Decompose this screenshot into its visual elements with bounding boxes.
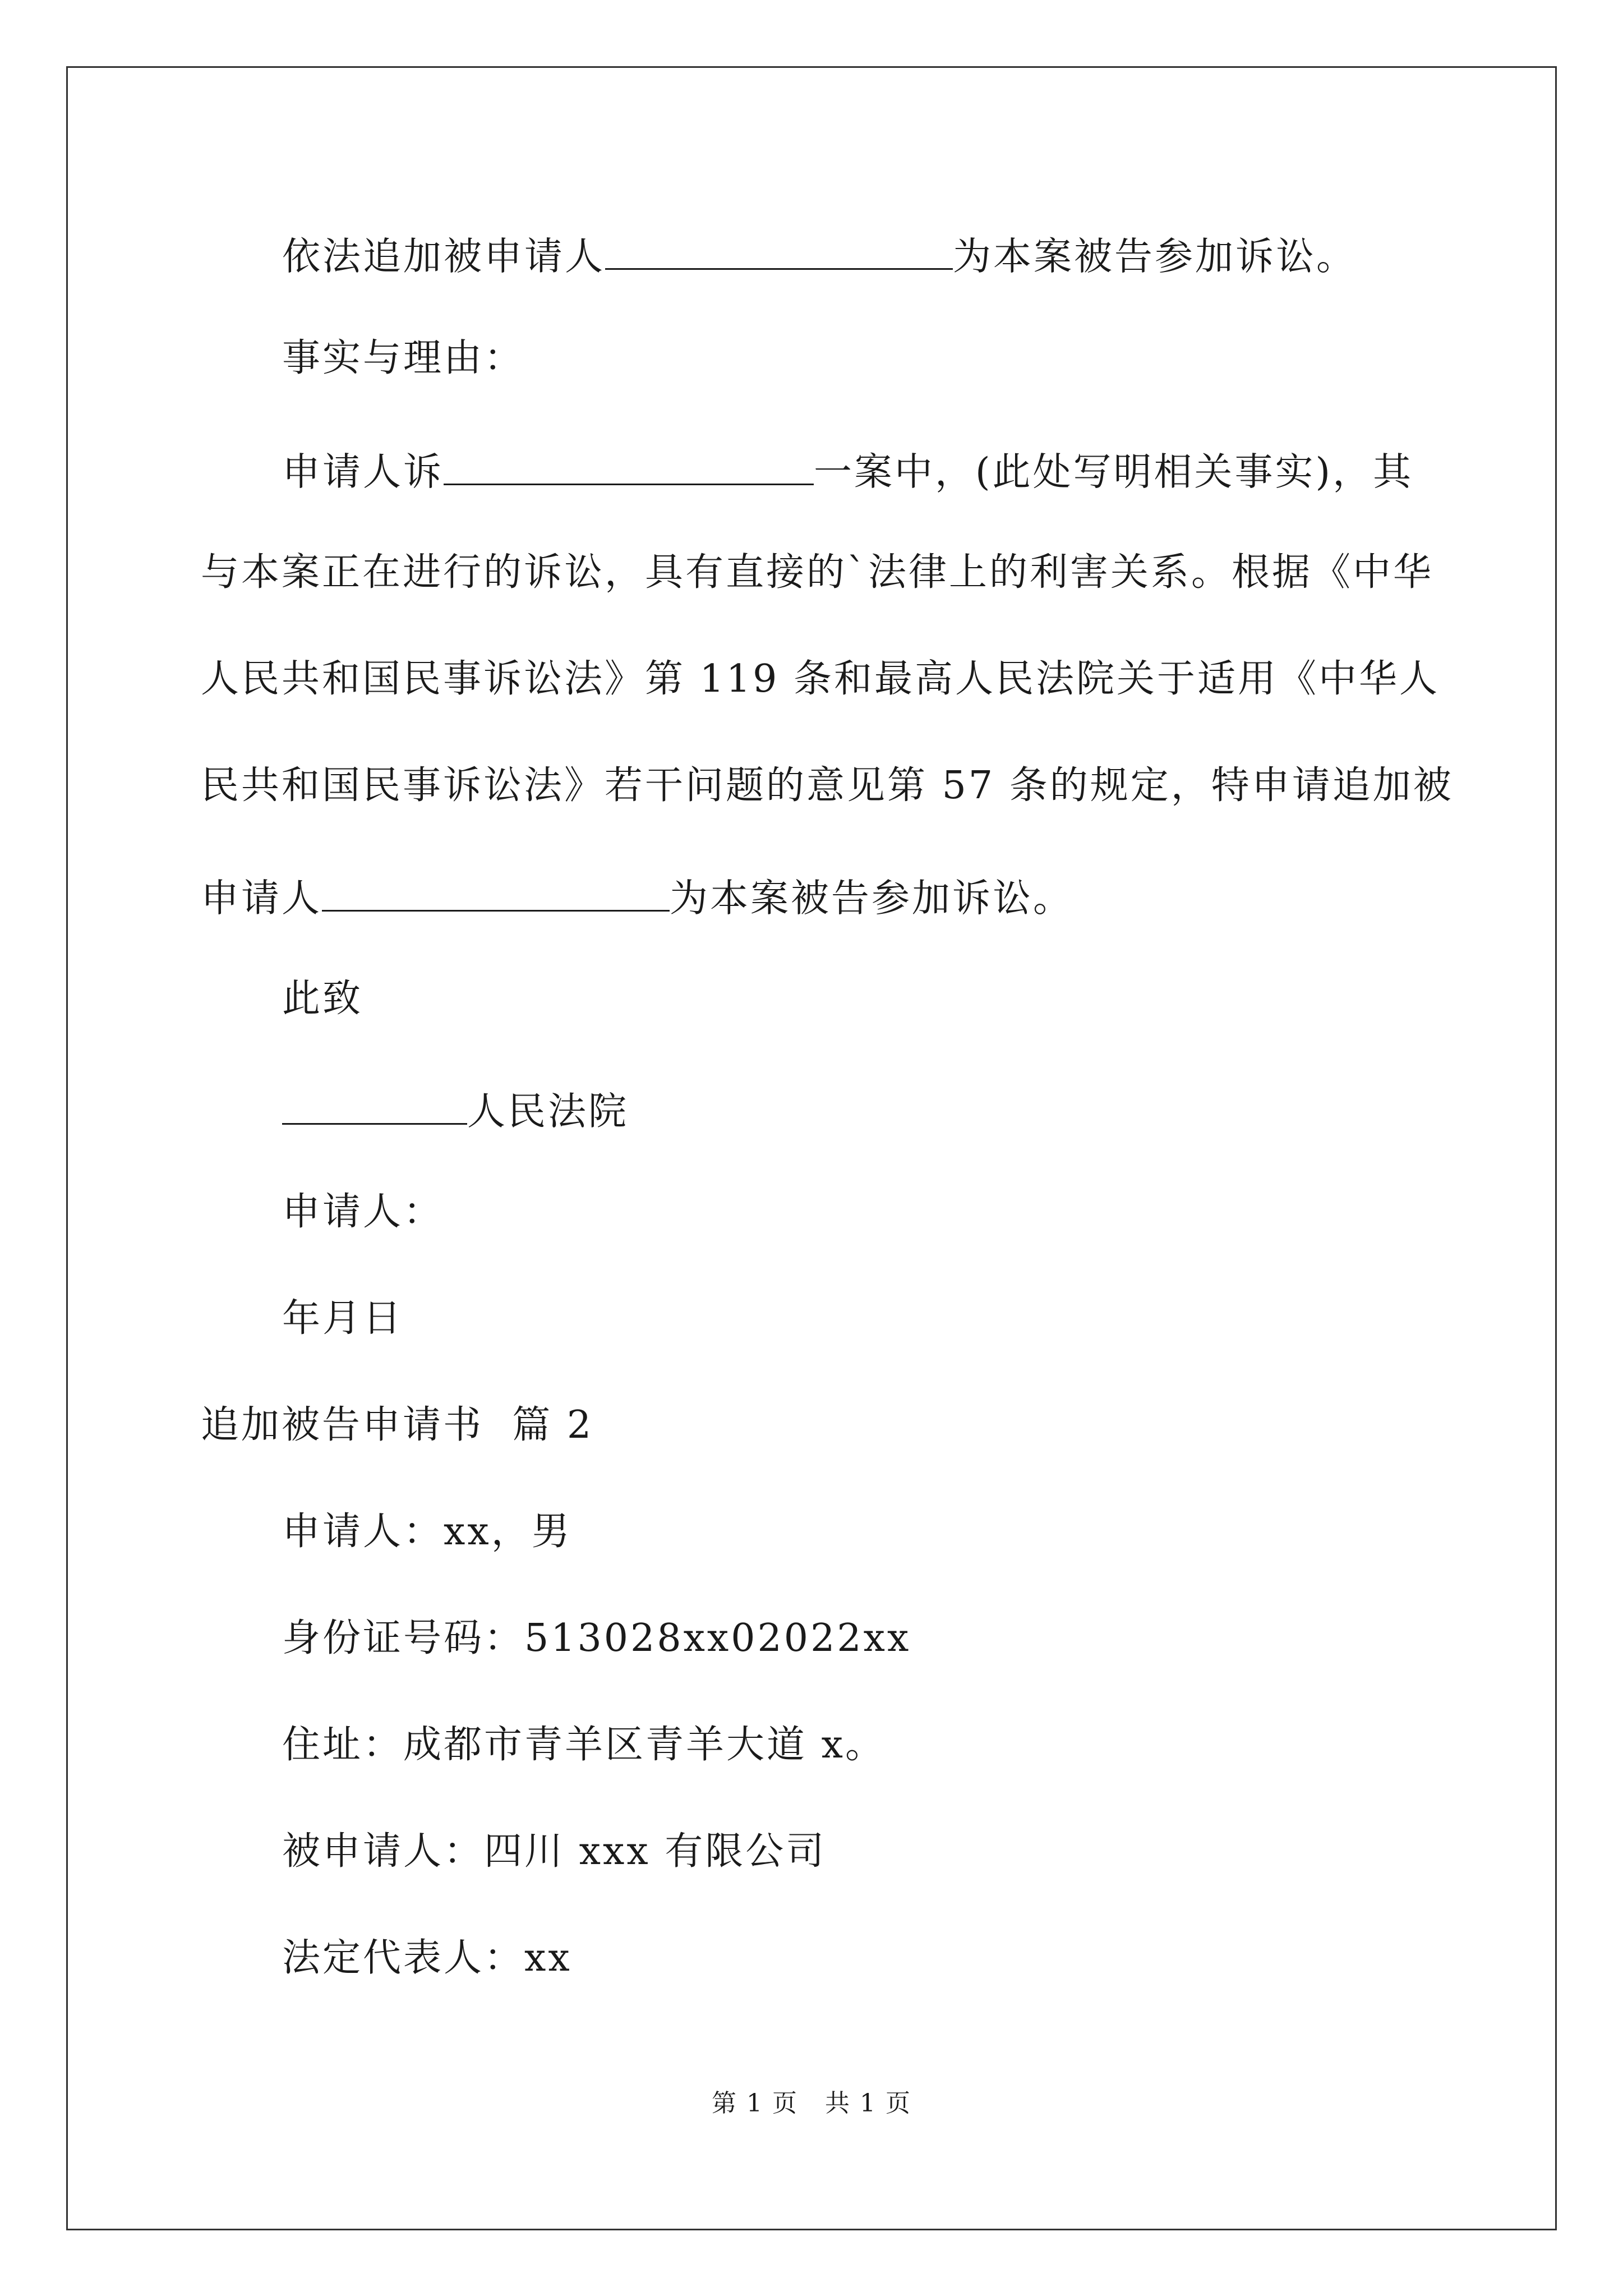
line-3-suffix: 一案中，(此处写明相关事实)，其 — [814, 450, 1414, 495]
address-line: 住址：成都市青羊区青羊大道 x。 — [282, 1723, 886, 1767]
page-border — [66, 66, 1557, 2230]
court-line — [282, 1087, 629, 1134]
paragraph-line-6: 民共和国民事诉讼法》若干问题的意见第 57 条的规定，特申请追加被 — [201, 763, 1454, 808]
applicant-info: 申请人：xx，男 — [282, 1510, 572, 1554]
salutation: 此致 — [282, 977, 363, 1021]
line-1-prefix: 依法追加被申请人 — [282, 234, 606, 279]
court-name: 人民法院 — [467, 1089, 629, 1134]
fill-in-blank — [605, 232, 953, 270]
legal-representative-line: 法定代表人：xx — [282, 1936, 572, 1980]
date-line: 年月日 — [282, 1296, 404, 1341]
paragraph-line-7 — [201, 873, 1074, 921]
paragraph-line-5: 人民共和国民事诉讼法》第 119 条和最高人民法院关于适用《中华人 — [201, 657, 1440, 701]
fill-in-blank — [322, 873, 670, 912]
page-footer: 第 1 页 共 1 页 — [712, 2089, 911, 2118]
respondent-line: 被申请人：四川 xxx 有限公司 — [282, 1829, 827, 1874]
applicant-signature-label: 申请人： — [282, 1190, 444, 1234]
paragraph-line-1 — [282, 232, 1357, 277]
section-title-part-2: 追加被告申请书 篇 2 — [201, 1403, 594, 1447]
paragraph-line-4: 与本案正在进行的诉讼，具有直接的`法律上的利害关系。根据《中华 — [201, 550, 1434, 595]
fill-in-blank — [444, 447, 814, 485]
id-number-line: 身份证号码：513028xx02022xx — [282, 1616, 911, 1660]
paragraph-line-3 — [282, 447, 1414, 495]
fill-in-blank — [282, 1087, 467, 1125]
line-3-prefix: 申请人诉 — [282, 450, 444, 495]
line-1-suffix: 为本案被告参加诉讼。 — [953, 234, 1357, 279]
line-7-suffix: 为本案被告参加诉讼。 — [670, 876, 1074, 921]
section-heading-facts: 事实与理由： — [282, 336, 525, 380]
line-7-prefix: 申请人 — [201, 876, 322, 921]
